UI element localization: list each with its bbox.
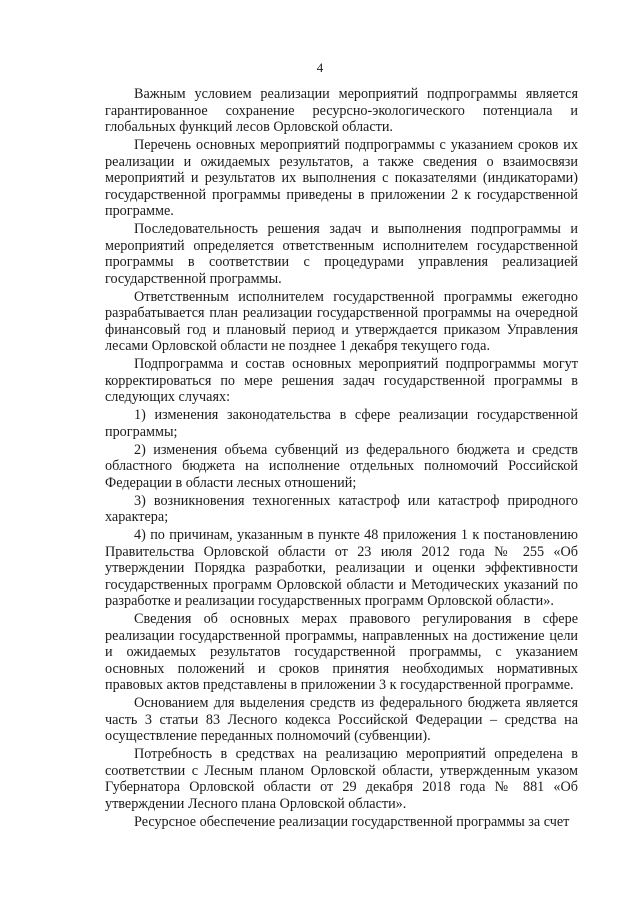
- page-number: 4: [316, 60, 324, 75]
- list-item: 4) по причинам, указанным в пункте 48 приложения 1 к постановлению Правительства Орловской области от 23 июля 2012 года № 255 «Об утверждении Порядка разработки, реализации и оценки эффективности государственных программ Орловской области и Методических указаний по разработке и реализации государственных программ Орловской области».: [105, 526, 578, 610]
- paragraph: Перечень основных мероприятий подпрограммы с указанием сроков их реализации и ожидаемых результатов, а также сведения о взаимосвязи мероприятий и результатов их выполнения с показателями (индикаторами) государственной программы приведены в приложении 2 к государственной программе.: [105, 136, 578, 220]
- document-body: [105, 86, 578, 832]
- list-item: 2) изменения объема субвенций из федерального бюджета и средств областного бюджета на исполнение отдельных полномочий Российской Федерации в области лесных отношений;: [105, 441, 578, 491]
- paragraph: Важным условием реализации мероприятий подпрограммы является гарантированное сохранение ресурсно-экологического потенциала и глобальных функций лесов Орловской области.: [105, 86, 578, 136]
- list-item: 3) возникновения техногенных катастроф или катастроф природного характера;: [105, 492, 578, 526]
- paragraph: Подпрограмма и состав основных мероприятий подпрограммы могут корректироваться по мере решения задач государственной программы в следующих случаях:: [105, 356, 578, 406]
- list-item: 1) изменения законодательства в сфере реализации государственной программы;: [105, 407, 578, 440]
- paragraph: Последовательность решения задач и выполнения подпрограммы и мероприятий определяется ответственным исполнителем государственной программы в соответствии с процедурами управления реализацией государственной программы.: [105, 221, 578, 287]
- paragraph: Потребность в средствах на реализацию мероприятий определена в соответствии с Лесным планом Орловской области, утвержденным указом Губернатора Орловской области от 29 декабря 2018 года № 881 «Об утверждении Лесного плана Орловской области».: [105, 746, 578, 812]
- paragraph: Основанием для выделения средств из федерального бюджета является часть 3 статьи 83 Лесного кодекса Российской Федерации – средства на осуществление переданных полномочий (субвенции).: [105, 695, 578, 745]
- paragraph: Сведения об основных мерах правового регулирования в сфере реализации государственной программы, направленных на достижение цели и ожидаемых результатов государственной программы, с указанием основных положений и сроков принятия необходимых нормативных правовых актов представлены в приложении 3 к государственной программе.: [105, 611, 578, 694]
- paragraph: Ответственным исполнителем государственной программы ежегодно разрабатывается план реализации государственной программы на очередной финансовый год и плановый период и утверждается приказом Управления лесами Орловской области не позднее 1 декабря текущего года.: [105, 288, 578, 355]
- paragraph: Ресурсное обеспечение реализации государственной программы за счет: [134, 813, 570, 830]
